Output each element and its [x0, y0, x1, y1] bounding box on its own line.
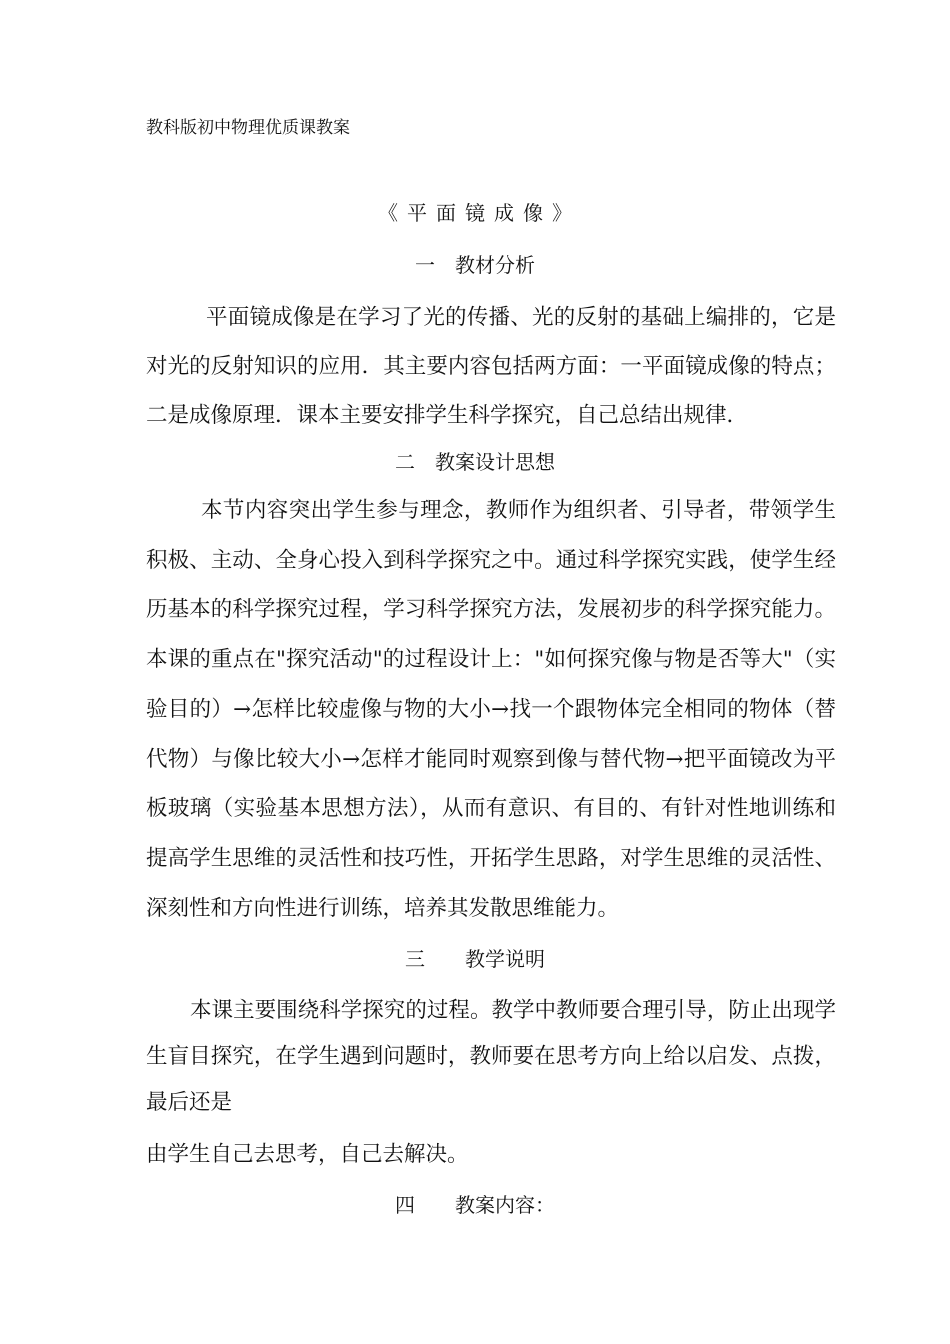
- section-paragraph-1: 平面镜成像是在学习了光的传播、光的反射的基础上编排的，它是 对光的反射知识的应用．其主要内容包括两方面：一平面镜成像的特点；二是成像原理．课本主要安排学生科学探究，自己总结出规律．: [146, 305, 858, 428]
- section-paragraph-2: 本节内容突出学生参与理念，教师作为组织者、引导者，带领学生积极、主动、全身心投入到科学探究之中。通过科学探究实践，使学生经历基本的科学探究过程，学习科学探究方法，发展初步的科学探究能力。本课的重点在"探究活动"的过程设计上："如何探究像与物是否等大"（实验目的）→怎样比较虚像与物的大小→找一个跟物体完全相同的物体（替代物）与像比较大小→怎样才能同时观察到像与替代物→把平面镜改为平板玻璃（实验基本思想方法），从而有意识、有目的、有针对性地训练和提高学生思维的灵活性和技巧性，开拓学生思路，对学生思维的灵活性、深刻性和方向性进行训练，培养其发散思维能力。: [146, 498, 836, 921]
- section-paragraph-3-continuation: 由学生自己去思考，自己去解决。: [146, 1142, 469, 1167]
- section-heading-4: 四 教案内容：: [395, 1193, 555, 1217]
- section-heading-1: 一 教材分析: [415, 253, 535, 277]
- section-heading-3: 三 教学说明: [405, 947, 545, 971]
- document-title: 《平面镜成像》: [378, 201, 581, 225]
- section-paragraph-3: 本课主要围绕科学探究的过程。教学中教师要合理引导，防止出现学生盲目探究，在学生遇到问题时，教师要在思考方向上给以启发、点拨，最后还是: [146, 998, 836, 1115]
- document-header: 教科版初中物理优质课教案: [146, 118, 350, 138]
- section-heading-2: 二 教案设计思想: [395, 450, 555, 474]
